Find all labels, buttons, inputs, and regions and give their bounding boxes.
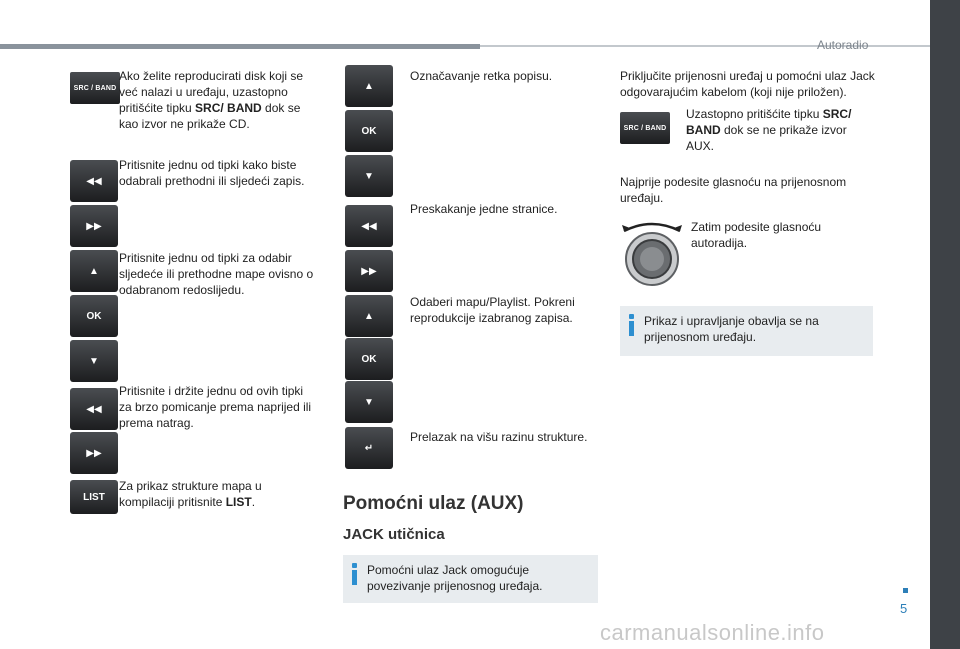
down-button-icon-5: ▼ xyxy=(345,381,393,423)
col2-paragraph-1: Označavanje retka popisu. xyxy=(410,69,553,83)
next-button-icon-4: ▶▶ xyxy=(345,250,393,292)
side-band xyxy=(930,0,960,649)
src-band-button-icon-2: SRC / BAND xyxy=(620,112,670,144)
src-band-button-icon: SRC / BAND xyxy=(70,72,120,104)
up-button-icon-3: ▲ xyxy=(345,65,393,107)
up-button-icon-5: ▲ xyxy=(345,295,393,337)
ok-button-icon-3: OK xyxy=(345,110,393,152)
col3-paragraph-4: Zatim podesite glasnoću autoradija. xyxy=(691,220,822,250)
prev-button-icon: ◀◀ xyxy=(70,160,118,202)
watermark: carmanualsonline.info xyxy=(600,620,825,645)
col1-paragraph-4: Pritisnite i držite jednu od ovih tipki za brzo pomicanje prema naprijed ili prema natrag. xyxy=(119,384,312,430)
up-button-icon: ▲ xyxy=(70,250,118,292)
prev-button-icon-4: ◀◀ xyxy=(345,205,393,247)
next-button-icon-2: ▶▶ xyxy=(70,432,118,474)
section-subheading: JACK utičnica xyxy=(343,526,445,543)
info-icon xyxy=(351,563,359,585)
volume-knob-icon xyxy=(620,217,684,287)
header-rule xyxy=(0,44,480,49)
prev-button-icon-2: ◀◀ xyxy=(70,388,118,430)
col3-paragraph-2: Uzastopno pritišćite tipku SRC/ BAND dok se ne prikaže izvor AUX. xyxy=(686,107,852,153)
ok-button-icon: OK xyxy=(70,295,118,337)
next-button-icon: ▶▶ xyxy=(70,205,118,247)
page-number: 5 xyxy=(900,601,908,616)
section-title: Autoradio xyxy=(817,38,869,52)
down-button-icon: ▼ xyxy=(70,340,118,382)
col2-paragraph-3: Odaberi mapu/Playlist. Pokreni reprodukcije izabranog zapisa. xyxy=(410,295,575,325)
col2-paragraph-2: Preskakanje jedne stranice. xyxy=(410,202,558,216)
col2-paragraph-4: Prelazak na višu razinu strukture. xyxy=(410,430,588,444)
down-button-icon-3: ▼ xyxy=(345,155,393,197)
info-icon-2 xyxy=(628,314,636,336)
col3-paragraph-1: Priključite prijenosni uređaj u pomoćni ulaz Jack odgovarajućim kabelom (koji nije priložen). xyxy=(620,69,875,99)
back-button-icon: ↵ xyxy=(345,427,393,469)
col1-paragraph-5: Za prikaz strukture mapa u kompilaciji pritisnite LIST. xyxy=(119,479,262,509)
col3-paragraph-3: Najprije podesite glasnoću na prijenosnom uređaju. xyxy=(620,175,847,205)
col1-paragraph-3: Pritisnite jednu od tipki za odabir sljedeće ili prethodne mape ovisno o odabranom redoslijedu. xyxy=(119,251,314,297)
section-heading: Pomoćni ulaz (AUX) xyxy=(343,493,524,514)
ok-button-icon-5: OK xyxy=(345,338,393,380)
col1-paragraph-1: Ako želite reproducirati disk koji se već nalazi u uređaju, uzastopno pritišćite tipku SRC/ BAND dok se kao izvor ne prikaže CD. xyxy=(119,69,304,131)
col1-paragraph-2: Pritisnite jednu od tipki kako biste odabrali prethodni ili sljedeći zapis. xyxy=(119,158,305,188)
list-button-icon: LIST xyxy=(70,480,118,514)
info-note-jack: Pomoćni ulaz Jack omogućuje povezivanje prijenosnog uređaja. xyxy=(343,555,598,603)
info-note-aux: Prikaz i upravljanje obavlja se na prijenosnom uređaju. xyxy=(620,306,873,356)
page-marker xyxy=(903,588,908,593)
